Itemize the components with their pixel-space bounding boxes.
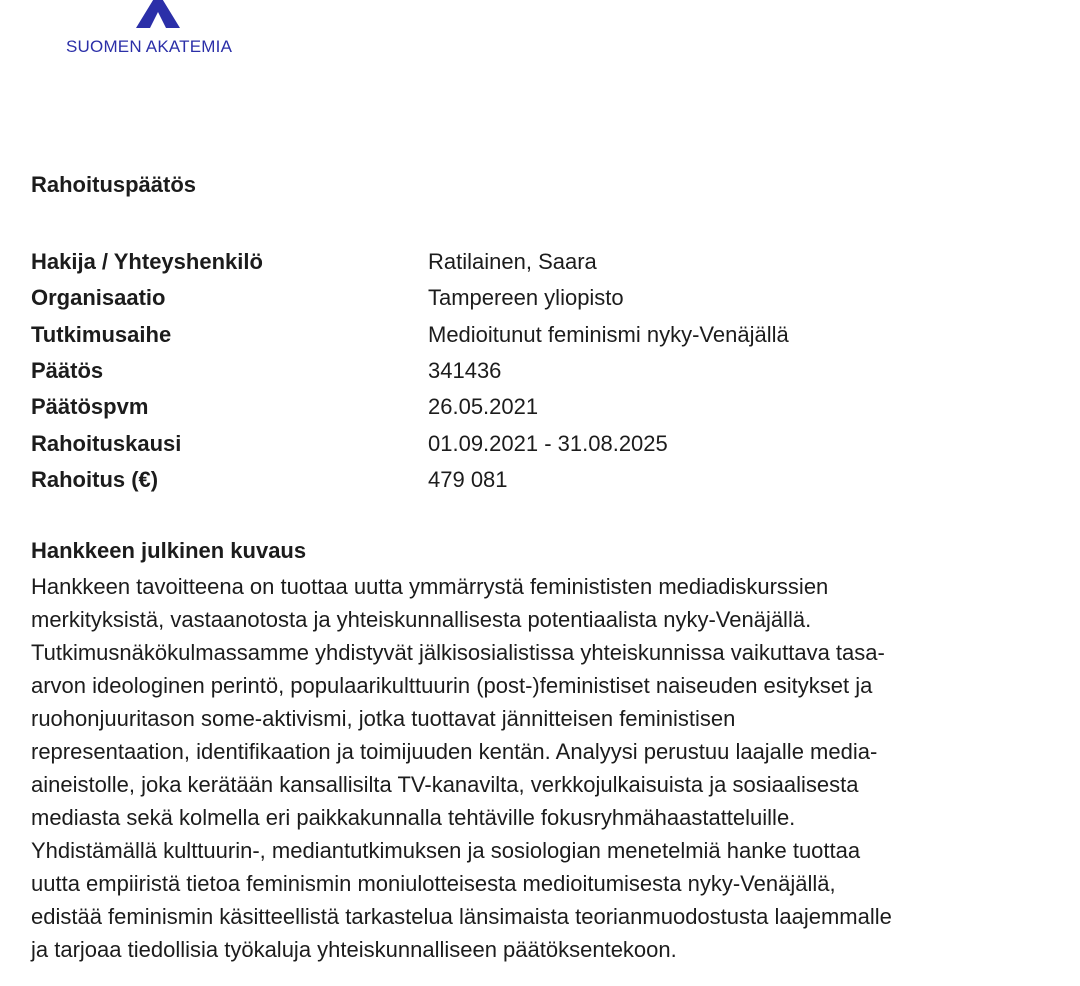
info-row	[31, 462, 789, 498]
document-title: Rahoituspäätös	[31, 172, 197, 197]
description-line: representaation, identifikaation ja toimijuuden kentän. Analyysi perustuu laajalle media-	[31, 739, 878, 764]
description-line: aineistolle, joka kerätään kansallisilta TV-kanavilta, verkkojulkaisuista ja sosiaalisesta	[31, 772, 859, 797]
description-body	[31, 570, 892, 966]
info-row	[31, 353, 789, 389]
description-line: uutta empiiristä tietoa feminismin moniulotteisesta medioitumisesta nyky-Venäjällä,	[31, 871, 836, 896]
info-value: 01.09.2021 - 31.08.2025	[428, 430, 668, 456]
description-line: Hankkeen tavoitteena on tuottaa uutta ymmärrystä feminististen mediadiskurssien	[31, 574, 829, 599]
description-line: mediasta sekä kolmella eri paikkakunnalla tehtäville fokusryhmähaastatteluille.	[31, 805, 796, 830]
info-row	[31, 389, 789, 425]
info-value: 26.05.2021	[428, 394, 539, 420]
suomen-akatemia-logo	[66, 0, 256, 60]
info-value: Medioitunut feminismi nyky-Venäjällä	[428, 321, 789, 347]
info-value: Ratilainen, Saara	[428, 249, 597, 275]
info-row	[31, 280, 789, 316]
logo-text: SUOMEN AKATEMIA	[66, 37, 233, 56]
description-line: ja tarjoaa tiedollisia työkaluja yhteiskunnalliseen päätöksentekoon.	[31, 937, 677, 962]
info-value: 479 081	[428, 466, 508, 492]
info-row	[31, 244, 789, 280]
info-label: Hakija / Yhteyshenkilö	[31, 249, 263, 275]
description-line: arvon ideologinen perintö, populaarikulttuurin (post-)feministiset naiseuden esitykset ja	[31, 673, 873, 698]
info-row	[31, 317, 789, 353]
info-label: Rahoituskausi	[31, 430, 182, 456]
info-row	[31, 425, 789, 461]
info-label: Organisaatio	[31, 285, 166, 311]
description-line: Tutkimusnäkökulmassamme yhdistyvät jälkisosialistissa yhteiskunnissa vaikuttava tasa-	[31, 640, 885, 665]
description-line: edistää feminismin käsitteellistä tarkastelua länsimaista teorianmuodostusta laajemmalle	[31, 904, 892, 929]
description-line: merkityksistä, vastaanotosta ja yhteiskunnallisesta potentiaalista nyky-Venäjällä.	[31, 607, 812, 632]
description-line: Yhdistämällä kulttuurin-, mediantutkimuksen ja sosiologian menetelmiä hanke tuottaa	[31, 838, 861, 863]
info-label: Rahoitus (€)	[31, 466, 159, 492]
triangle-logo-icon	[132, 0, 184, 32]
info-label: Tutkimusaihe	[31, 321, 172, 347]
info-value: Tampereen yliopisto	[428, 285, 624, 311]
description-line: ruohonjuuritason some-aktivismi, jotka tuottavat jännitteisen feministisen	[31, 706, 736, 731]
description-heading: Hankkeen julkinen kuvaus	[31, 538, 307, 563]
decision-info-table	[31, 244, 789, 498]
info-label: Päätös	[31, 358, 104, 384]
info-label: Päätöspvm	[31, 394, 149, 420]
info-value: 341436	[428, 358, 502, 384]
